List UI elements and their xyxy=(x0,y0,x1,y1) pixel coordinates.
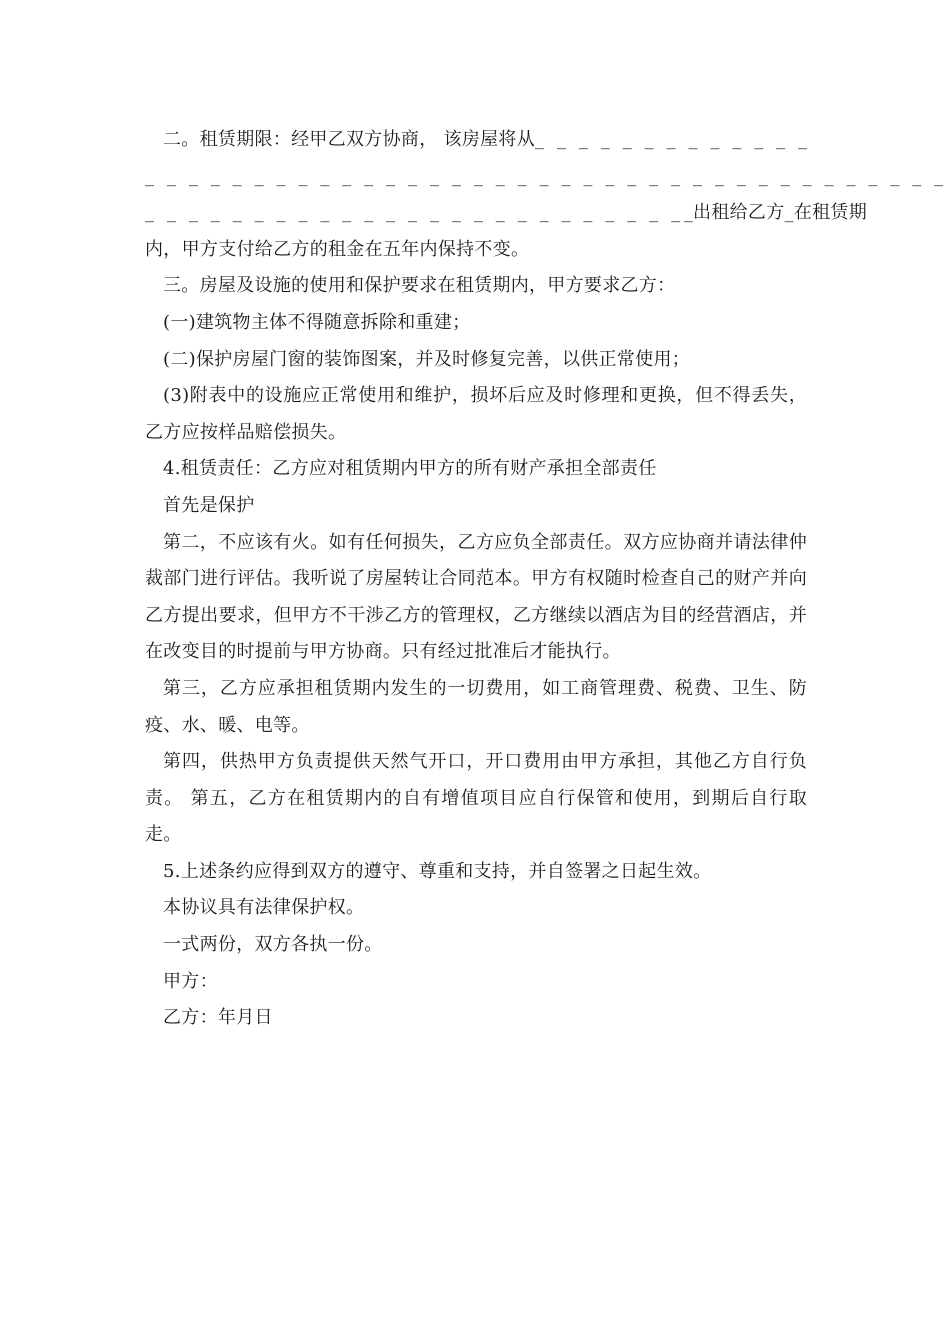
signature-party-a: 甲方： xyxy=(163,970,218,992)
document-body xyxy=(145,122,947,1037)
lease-term-line-1 xyxy=(145,122,811,159)
clause-legal-protection: 本协议具有法律保护权。 xyxy=(163,897,365,919)
lease-term-clause xyxy=(145,122,947,268)
lease-term-intro: 二。租赁期限：经甲乙双方协商， 该房屋将从 xyxy=(163,129,536,150)
clause-second-fire: 第二，不应该有火。如有任何损失，乙方应负全部责任。双方应协商并请法律仲裁部门进行评估。我听说了房屋转让合同范本。甲方有权随时检查自己的财产并向乙方提出要求，但甲方不干涉乙方的管理权，乙方继续以酒店为目的经营酒店，并在改变目的时提前与甲方协商。只有经过批准后才能执行。 xyxy=(145,531,807,663)
lease-term-line-4 xyxy=(145,232,807,269)
lease-term-rent-fixed: 内，甲方支付给乙方的租金在五年内保持不变。 xyxy=(145,238,530,260)
blank-fill-line-3: _ _ _ _ _ _ _ _ _ _ _ _ _ _ _ _ _ _ _ _ _ _ _ _ _ xyxy=(145,202,684,224)
clause-lease-responsibility: 4.租赁责任：乙方应对租赁期内甲方的所有财产承担全部责任 xyxy=(163,458,657,480)
clause-item-1: (一)建筑物主体不得随意拆除和重建； xyxy=(163,311,471,333)
signature-party-b: 乙方：年月日 xyxy=(163,1007,273,1029)
lease-term-line-3 xyxy=(145,195,868,232)
clause-item-2: (二)保护房屋门窗的装饰图案，并及时修复完善，以供正常使用； xyxy=(163,348,691,370)
clause-first-protection: 首先是保护 xyxy=(163,494,255,516)
clause-item-3: (3)附表中的设施应正常使用和维护，损坏后应及时修理和更换，但不得丢失，乙方应按样品赔偿损失。 xyxy=(145,385,807,443)
blank-fill-line-2: _ _ _ _ _ _ _ _ _ _ _ _ _ _ _ _ _ _ _ _ _ _ _ _ _ _ _ _ _ _ _ _ _ _ _ _ _ xyxy=(145,165,947,187)
clause-fourth-fifth: 第四，供热甲方负责提供天然气开口，开口费用由甲方承担，其他乙方自行负责。 第五，乙方在租赁期内的自有增值项目应自行保管和使用，到期后自行取走。 xyxy=(145,751,807,846)
clause-third-expenses: 第三，乙方应承担租赁期内发生的一切费用，如工商管理费、税费、卫生、防疫、水、暖、电等。 xyxy=(145,677,807,736)
clause-copies: 一式两份，双方各执一份。 xyxy=(163,934,383,956)
lease-term-rent-to: _出租给乙方_在租赁期 xyxy=(683,202,868,224)
lease-term-line-2 xyxy=(145,159,947,196)
clause-effectiveness: 5.上述条约应得到双方的遵守、尊重和支持，并自签署之日起生效。 xyxy=(163,860,712,882)
blank-fill-line-1: _ _ _ _ _ _ _ _ _ _ _ _ _ xyxy=(535,129,811,150)
clause-usage-requirements: 三。房屋及设施的使用和保护要求在租赁期内，甲方要求乙方： xyxy=(163,275,676,297)
